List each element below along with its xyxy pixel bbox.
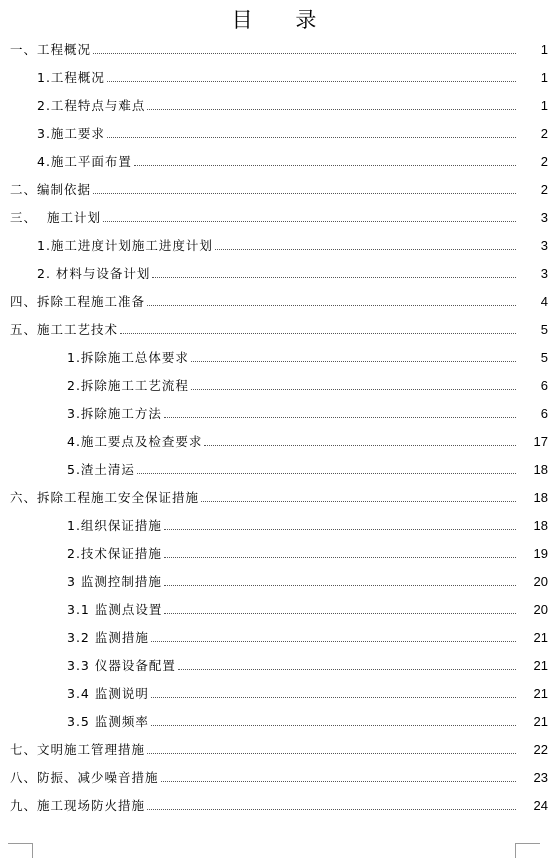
dot-leader	[137, 472, 516, 474]
toc-entry[interactable]	[0, 374, 548, 394]
dot-leader	[147, 304, 516, 306]
toc-page-number: 1	[540, 70, 548, 85]
toc-page-number: 3	[540, 238, 548, 253]
toc-entry[interactable]	[0, 766, 548, 786]
toc-entry[interactable]	[0, 178, 548, 198]
toc-entry-label: 四、拆除工程施工准备	[10, 294, 146, 309]
dot-leader	[147, 808, 516, 810]
toc-page-number: 22	[533, 742, 548, 757]
toc-entry-label: 五、施工工艺技术	[10, 322, 119, 337]
dot-leader	[164, 416, 516, 418]
toc-entry-label: 2.拆除施工工艺流程	[67, 378, 189, 393]
toc-entry[interactable]	[0, 346, 548, 366]
dot-leader	[161, 780, 516, 782]
toc-entry-label: 2.技术保证措施	[67, 546, 162, 561]
toc-entry-label: 4.施工要点及检查要求	[67, 434, 203, 449]
toc-entry-label: 3.1 监测点设置	[67, 602, 163, 617]
toc-page-number: 2	[540, 126, 548, 141]
toc-entry-label: 3.3 仪器设备配置	[67, 658, 176, 673]
toc-entry-label: 九、施工现场防火措施	[10, 798, 146, 813]
toc-page-number: 21	[533, 630, 548, 645]
toc-entry-label: 3.2 监测措施	[67, 630, 149, 645]
toc-entry[interactable]	[0, 710, 548, 730]
page-title: 目 录	[231, 8, 335, 32]
toc-page-number: 19	[533, 546, 548, 561]
toc-entry-label: 三、 施工计划	[10, 210, 101, 225]
toc-entry[interactable]	[0, 206, 548, 226]
toc-page-number: 20	[533, 602, 548, 617]
toc-page-number: 5	[540, 350, 548, 365]
toc-page-number: 17	[533, 434, 548, 449]
dot-leader	[215, 248, 516, 250]
toc-page-number: 2	[540, 182, 548, 197]
dot-leader	[147, 108, 516, 110]
toc-page-number: 6	[540, 406, 548, 421]
toc-entry[interactable]	[0, 262, 548, 282]
toc-entry[interactable]	[0, 794, 548, 814]
toc-entry[interactable]	[0, 150, 548, 170]
dot-leader	[178, 668, 516, 670]
toc-entry[interactable]	[0, 654, 548, 674]
dot-leader	[204, 444, 516, 446]
toc-entry[interactable]	[0, 738, 548, 758]
toc-entry-label: 4.施工平面布置	[37, 154, 132, 169]
dot-leader	[164, 556, 516, 558]
dot-leader	[151, 724, 516, 726]
toc-page-number: 18	[533, 462, 548, 477]
toc-entry[interactable]	[0, 458, 548, 478]
toc-entry[interactable]	[0, 682, 548, 702]
toc-page-number: 2	[540, 154, 548, 169]
toc-page-number: 18	[533, 490, 548, 505]
toc-page-number: 1	[540, 98, 548, 113]
dot-leader	[120, 332, 516, 334]
toc-entry-label: 2.工程特点与难点	[37, 98, 146, 113]
dot-leader	[151, 696, 516, 698]
toc-entry-label: 一、工程概况	[10, 42, 92, 57]
dot-leader	[93, 192, 516, 194]
dot-leader	[103, 220, 516, 222]
toc-entry-label: 2. 材料与设备计划	[37, 266, 151, 281]
toc-entry-label: 5.渣土清运	[67, 462, 135, 477]
toc-entry-label: 六、拆除工程施工安全保证措施	[10, 490, 200, 505]
page-corner-mark-left	[8, 843, 33, 858]
toc-page-number: 18	[533, 518, 548, 533]
toc-page-number: 24	[533, 798, 548, 813]
dot-leader	[107, 80, 516, 82]
toc-page-number: 21	[533, 714, 548, 729]
toc-entry[interactable]	[0, 598, 548, 618]
toc-entry[interactable]	[0, 430, 548, 450]
toc-entry[interactable]	[0, 234, 548, 254]
toc-entry[interactable]	[0, 626, 548, 646]
dot-leader	[164, 528, 516, 530]
toc-entry-label: 3 监测控制措施	[67, 574, 162, 589]
dot-leader	[201, 500, 516, 502]
dot-leader	[147, 752, 516, 754]
toc-page-number: 5	[540, 322, 548, 337]
toc-entry[interactable]	[0, 290, 548, 310]
dot-leader	[151, 640, 516, 642]
toc-entry[interactable]	[0, 402, 548, 422]
toc-page-number: 3	[540, 266, 548, 281]
toc-page-number: 6	[540, 378, 548, 393]
toc-page-number: 4	[540, 294, 548, 309]
toc-entry[interactable]	[0, 38, 548, 58]
toc-entry-label: 1.组织保证措施	[67, 518, 162, 533]
dot-leader	[134, 164, 516, 166]
toc-entry-label: 七、文明施工管理措施	[10, 742, 146, 757]
dot-leader	[93, 52, 516, 54]
toc-entry-label: 1.拆除施工总体要求	[67, 350, 189, 365]
toc-entry[interactable]	[0, 94, 548, 114]
toc-entry[interactable]	[0, 514, 548, 534]
toc-entry-label: 3.拆除施工方法	[67, 406, 162, 421]
toc-page-number: 3	[540, 210, 548, 225]
toc-entry[interactable]	[0, 318, 548, 338]
toc-page-number: 1	[540, 42, 548, 57]
toc-entry[interactable]	[0, 486, 548, 506]
dot-leader	[191, 360, 516, 362]
toc-entry-label: 3.5 监测频率	[67, 714, 149, 729]
toc-page-number: 20	[533, 574, 548, 589]
toc-page-number: 23	[533, 770, 548, 785]
toc-entry-label: 二、编制依据	[10, 182, 92, 197]
dot-leader	[164, 584, 516, 586]
dot-leader	[152, 276, 516, 278]
toc-entry[interactable]	[0, 570, 548, 590]
page-corner-mark-right	[515, 843, 540, 858]
dot-leader	[107, 136, 516, 138]
toc-entry[interactable]	[0, 122, 548, 142]
toc-entry-label: 3.4 监测说明	[67, 686, 149, 701]
dot-leader	[191, 388, 516, 390]
toc-entry-label: 1.施工进度计划施工进度计划	[37, 238, 213, 253]
toc-entry-label: 八、防振、减少噪音措施	[10, 770, 159, 785]
toc-entry[interactable]	[0, 542, 548, 562]
toc-entry-label: 1.工程概况	[37, 70, 105, 85]
toc-page-number: 21	[533, 686, 548, 701]
toc-page-number: 21	[533, 658, 548, 673]
toc-entry-label: 3.施工要求	[37, 126, 105, 141]
toc-entry[interactable]	[0, 66, 548, 86]
dot-leader	[164, 612, 516, 614]
